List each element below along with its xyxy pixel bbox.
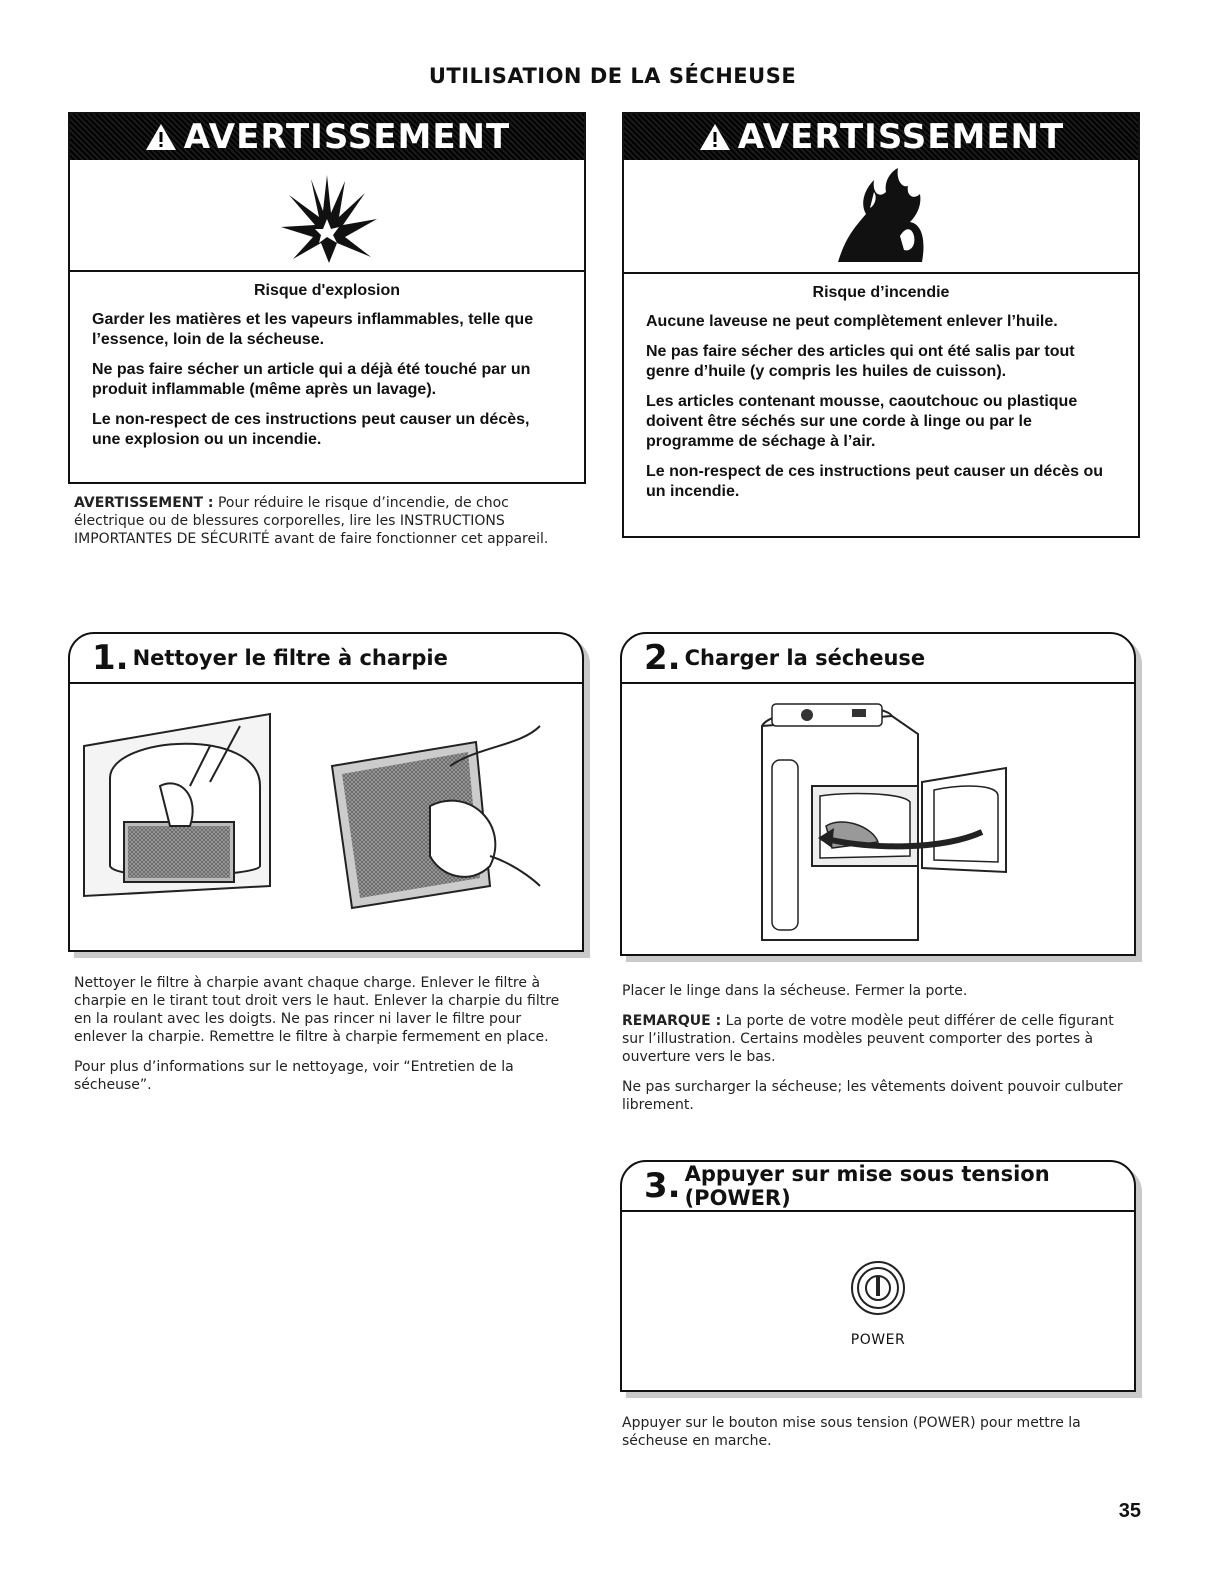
fire-warning-box <box>622 112 1140 538</box>
warning-triangle-icon <box>698 122 732 152</box>
step-2-panel <box>620 632 1136 956</box>
explosion-warning-text-box <box>68 270 586 484</box>
warning-paragraph: Les articles contenant mousse, caoutchouc ou plastique doivent être séchés sur une corde à linge ou par le programme de séchage à l’air. <box>646 393 1078 450</box>
warning-header: AVERTISSEMENT <box>624 114 1138 160</box>
power-icon <box>622 1214 1134 1392</box>
page-title: UTILISATION DE LA SÉCHEUSE <box>428 64 797 88</box>
warning-paragraph: Garder les matières et les vapeurs inflammables, telle que l’essence, loin de la sécheuse. <box>92 311 534 348</box>
step-2-paragraph: Ne pas surcharger la sécheuse; les vêtements doivent pouvoir culbuter librement. <box>622 1079 1123 1113</box>
power-button-illustration <box>622 1214 1134 1390</box>
dryer-icon <box>622 686 1134 954</box>
safety-note <box>74 494 574 560</box>
step-1-paragraph: Pour plus d’informations sur le nettoyage, voir “Entretien de la sécheuse”. <box>74 1059 514 1093</box>
safety-note-text: Pour réduire le risque d’incendie, de choc électrique ou de blessures corporelles, lire les INSTRUCTIONS IMPORTANTES DE SÉCURITÉ avant de faire fonctionner cet appareil. <box>74 495 549 547</box>
fire-icon <box>826 166 936 266</box>
remark-label: REMARQUE : <box>622 1013 722 1029</box>
explosion-illustration <box>70 160 584 270</box>
step-3-paragraph: Appuyer sur le bouton mise sous tension (POWER) pour mettre la sécheuse en marche. <box>622 1415 1081 1449</box>
warning-paragraph: Le non-respect de ces instructions peut causer un décès, une explosion ou un incendie. <box>92 411 530 448</box>
step-3-heading <box>622 1162 1134 1212</box>
step-title: Appuyer sur mise sous tension (POWER) <box>684 1162 1050 1210</box>
fire-illustration <box>624 160 1138 274</box>
step-2-text <box>622 982 1132 1126</box>
dryer-loading-illustration <box>622 686 1134 954</box>
remark-text: La porte de votre modèle peut différer de celle figurant sur l’illustration. Certains modèles peuvent comporter des portes à ouverture vers le bas. <box>622 1013 1114 1065</box>
warning-subtitle: Risque d'explosion <box>253 282 401 299</box>
lint-filter-removal-icon <box>70 686 582 950</box>
explosion-icon <box>267 167 387 263</box>
step-number: 2. <box>644 638 681 678</box>
step-1-paragraph: Nettoyer le filtre à charpie avant chaque charge. Enlever le filtre à charpie en le tirant tout droit vers le haut. Enlever la charpie du filtre en la roulant avec les doigts. Ne pas rincer ni laver le filtre pour enlever la charpie. Remettre le filtre à charpie fermement en place. <box>74 975 560 1045</box>
page-number: 35 <box>1118 1500 1141 1522</box>
power-label: POWER <box>850 1332 906 1348</box>
step-1-panel <box>68 632 584 952</box>
warning-paragraph: Ne pas faire sécher des articles qui ont été salis par tout genre d’huile (y compris les huiles de cuisson). <box>646 343 1075 380</box>
warning-paragraph: Le non-respect de ces instructions peut causer un décès ou un incendie. <box>646 463 1104 500</box>
warning-subtitle: Risque d’incendie <box>812 284 950 301</box>
safety-note-label: AVERTISSEMENT : <box>74 495 214 511</box>
warning-header: AVERTISSEMENT <box>70 114 584 160</box>
step-title: Charger la sécheuse <box>684 646 926 670</box>
step-2-paragraph: Placer le linge dans la sécheuse. Fermer la porte. <box>622 983 968 999</box>
step-2-heading <box>622 634 1134 684</box>
warning-paragraph: Aucune laveuse ne peut complètement enlever l’huile. <box>646 313 1058 330</box>
step-1-text <box>74 974 574 1106</box>
explosion-warning-box <box>68 112 586 284</box>
step-title: Nettoyer le filtre à charpie <box>132 646 448 670</box>
step-1-heading <box>70 634 582 684</box>
warning-paragraph: Ne pas faire sécher un article qui a déjà été touché par un produit inflammable (même après un lavage). <box>92 361 531 398</box>
warning-triangle-icon <box>144 122 178 152</box>
lint-filter-illustration <box>70 686 582 950</box>
step-number: 3. <box>644 1166 681 1206</box>
step-3-panel <box>620 1160 1136 1392</box>
step-3-text <box>622 1414 1132 1462</box>
step-number: 1. <box>92 638 129 678</box>
